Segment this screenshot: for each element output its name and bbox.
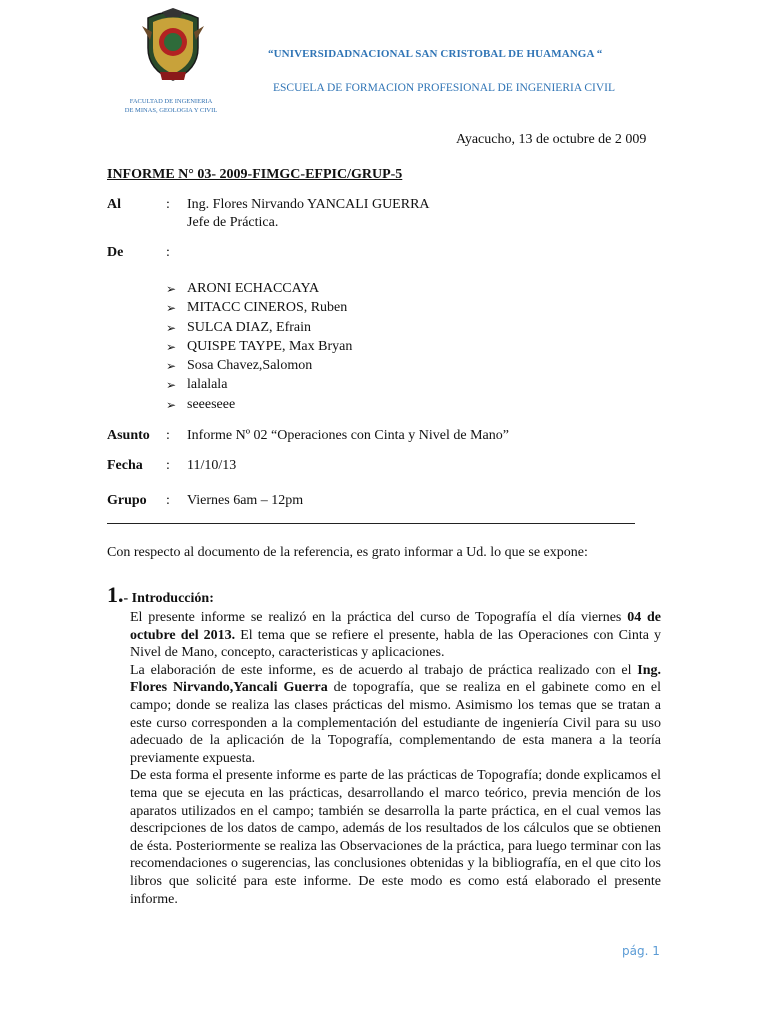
paragraph-1	[130, 609, 661, 662]
bullet-arrow-icon: ➢	[166, 378, 177, 392]
bullet-arrow-icon: ➢	[166, 321, 177, 335]
member-item: ARONI ECHACCAYA	[187, 281, 320, 296]
section-number: 1.	[107, 582, 124, 607]
bullet-arrow-icon: ➢	[166, 398, 177, 412]
university-name: “UNIVERSIDADNACIONAL SAN CRISTOBAL DE HUAMANGA “	[268, 48, 603, 60]
al-colon: :	[166, 197, 170, 212]
section-heading	[107, 582, 214, 608]
grupo-label: Grupo	[107, 493, 147, 508]
university-crest-icon	[140, 8, 206, 82]
page-number: pág. 1	[622, 944, 660, 958]
report-number: INFORME N° 03- 2009-FIMGC-EFPIC/GRUP-5	[107, 167, 403, 182]
faculty-line-1: FACULTAD DE INGENIERIA	[129, 98, 213, 105]
divider	[107, 523, 635, 524]
faculty-line-2: DE MINAS, GEOLOGIA Y CIVIL	[124, 107, 218, 114]
paragraph-text: El tema que se refiere el presente, habla de las Operaciones con Cinta y Nivel de Mano, concepto, caracteristicas y aplicaciones.	[130, 627, 661, 661]
bullet-arrow-icon: ➢	[166, 340, 177, 354]
paragraph-emphasis: Ing. Flores Nirvando,Yancali Guerra	[130, 662, 661, 696]
al-role: Jefe de Práctica.	[187, 215, 279, 230]
place-date: Ayacucho, 13 de octubre de 2 009	[456, 132, 647, 147]
asunto-label: Asunto	[107, 428, 150, 443]
member-item: SULCA DIAZ, Efrain	[187, 320, 312, 335]
bullet-arrow-icon: ➢	[166, 282, 177, 296]
paragraph-text: El presente informe se realizó en la práctica del curso de Topografía el día viernes	[130, 610, 628, 625]
member-item: QUISPE TAYPE, Max Bryan	[187, 339, 353, 354]
asunto-value: Informe Nº 02 “Operaciones con Cinta y Nivel de Mano”	[187, 428, 509, 443]
school-name: ESCUELA DE FORMACION PROFESIONAL DE INGENIERIA CIVIL	[273, 82, 616, 94]
de-label: De	[107, 245, 124, 260]
section-body	[130, 609, 661, 908]
paragraph-text: La elaboración de este informe, es de acuerdo al trabajo de práctica realizado con el	[130, 662, 638, 678]
member-item: Sosa Chavez,Salomon	[187, 358, 313, 373]
bullet-arrow-icon: ➢	[166, 301, 177, 315]
bullet-arrow-icon: ➢	[166, 359, 177, 373]
member-item: seeeseee	[187, 397, 236, 412]
intro-sentence: Con respecto al documento de la referencia, es grato informar a Ud. lo que se expone:	[107, 545, 588, 560]
fecha-colon: :	[166, 458, 170, 473]
al-label: Al	[107, 197, 121, 212]
asunto-colon: :	[166, 428, 170, 443]
de-colon: :	[166, 245, 170, 260]
grupo-value: Viernes 6am – 12pm	[187, 493, 304, 508]
paragraph-2	[130, 662, 661, 768]
grupo-colon: :	[166, 493, 170, 508]
member-item: MITACC CINEROS, Ruben	[187, 300, 348, 315]
fecha-value: 11/10/13	[187, 458, 237, 473]
al-recipient: Ing. Flores Nirvando YANCALI GUERRA	[187, 197, 430, 212]
section-title: - Introducción:	[123, 591, 214, 606]
paragraph-text: de topografía, que se realiza en el gabinete como en el campo; donde se realiza las clases prácticas del mismo. Asimismo los temas que se tratan a este curso corresponden a la complementación del estudiante de ingeniería Civil para su uso adecuado de la aplicación de la Topografía, complementando de esta manera a la teoría previamente expuesta.	[130, 680, 661, 766]
paragraph-3: De esta forma el presente informe es parte de las prácticas de Topografía; donde explicamos el tema que se ejecuta en las prácticas, desarrollando el marco teórico, previa mención de los aparatos utilizados en el campo; también se desarrolla la parte práctica, en el cual vemos las descripciones de los datos de campo, además de los resultados de los cálculos que se obtienen de ésta. Posteriormente se realiza las Observaciones de la práctica, para luego terminar con las recomendaciones o sugerencias, las conclusiones obtenidas y la bibliografía, en el que cito los libros que solicité para este informe. De este modo es como está elaborado el presente informe.	[130, 768, 661, 907]
member-item: lalalala	[187, 377, 228, 392]
paragraph-emphasis: 04 de octubre del 2013.	[130, 610, 661, 643]
fecha-label: Fecha	[107, 458, 143, 473]
faculty-name	[112, 97, 230, 115]
